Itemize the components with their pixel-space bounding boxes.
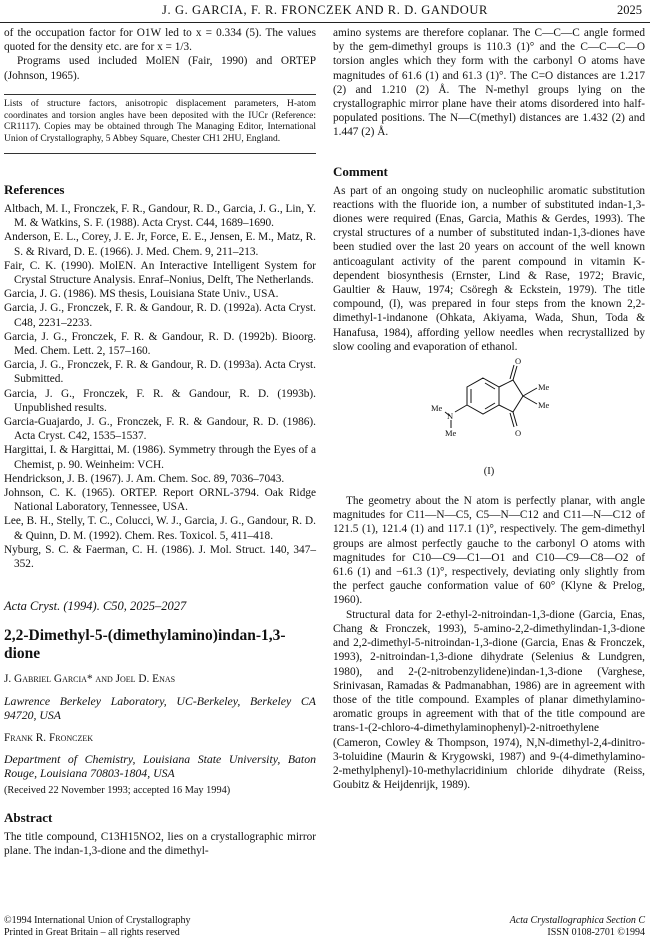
journal-citation: Acta Cryst. (1994). C50, 2025–2027 — [4, 599, 187, 614]
intro-paragraph: of the occupation factor for O1W led to x = 0.334 (5). The values quoted for the density etc. are for x = 1/3. — [4, 27, 316, 54]
divider — [4, 153, 316, 154]
received-dates: (Received 22 November 1993; accepted 16 May 1994) — [4, 784, 231, 796]
deposit-note: Lists of structure factors, anisotropic displacement parameters, H-atom coordinates and torsion angles have been deposited with the IUCr (Reference: CR1117). Copies may be obtained through The Managing Editor, International Union of Crystallography, 5 Abbey Square, Chester CH1 2HU, England. — [4, 98, 316, 145]
header-authors: J. G. GARCIA, F. R. FRONCZEK AND R. D. GANDOUR — [162, 3, 488, 17]
indandione-structure — [433, 354, 573, 462]
figure-caption: (I) — [483, 466, 495, 478]
reference-item: Hendrickson, J. B. (1967). J. Am. Chem. Soc. 89, 7036–7043. — [4, 472, 285, 485]
authors-line: Frank R. Fronczek — [4, 731, 94, 744]
issn-line: ISSN 0108-2701 ©1994 — [547, 927, 645, 938]
reference-item: Lee, B. H., Stelly, T. C., Colucci, W. J., Garcia, J. G., Gandour, R. D. & Quinn, D. M. (1992). Chem. Res. Toxicol. 5, 411–418. — [4, 515, 316, 542]
geometry-paragraph: The geometry about the N atom is perfectly planar, with angle magnitudes for C11—N—C5, C5—N—C12 and C11—N—C12 of 121.5 (1), 121.4 (1) and 117.1 (1)°, respectively. The gem-dimethyl groups are almost perfectly gauche to the carbonyl O atoms with magnitudes for C10—C9—C1—O1 and C10—C9—C8—O2 of 61.6 (1) and −61.3 (1)°, respectively, deviating only slightly from the perfect gauche conformation value of 60° (Klyne & Prelog, 1960). — [333, 495, 645, 607]
running-header — [0, 0, 650, 23]
programs-paragraph: Programs used included MolEN (Fair, 1990) and ORTEP (Johnson, 1965). — [4, 55, 316, 82]
reference-list — [4, 202, 316, 571]
comment-paragraph: As part of an ongoing study on nucleophilic aromatic substitution reactions with the fluoride ion, a number of substituted indan-1,3-diones were required (Enas, Garcia, Mathis & Gerdes, 1993). The crystal structures of a number of substituted indan-1,3-diones have been studied over the last 20 years on account of the well known anticoagulant activity of the parent compound in vitamin K-dependent biosynthesis (Ernster, Lind & Rase, 1972; Bravic, Gaultier & Hauw, 1974; Csöregh & Eckstein, 1979). The title compound, (I), was prepared in four steps from the known 2,2-dimethyl-1-indanone (Ohkata, Akiyama, Wada, Shun, Toda & Hanafusa, 1984), affording yellow needles when recrystallized by slow cooling and evaporation of ethanol. — [333, 184, 645, 353]
methyl-label: Me — [445, 428, 457, 439]
footer-left — [4, 915, 316, 939]
printed-line: Printed in Great Britain – all rights reserved — [4, 927, 180, 938]
carbonyl-oxygen-label: O — [515, 356, 522, 367]
affiliation: Department of Chemistry, Louisiana State University, Baton Rouge, Louisiana 70803-1804, USA — [4, 751, 316, 780]
methyl-label: Me — [538, 382, 550, 393]
authors-line: J. Gabriel Garcia* and Joel D. Enas — [4, 673, 176, 686]
methyl-label: Me — [538, 400, 550, 411]
reference-item: Nyburg, S. C. & Faerman, C. H. (1986). J. Mol. Struct. 140, 347–352. — [4, 543, 316, 571]
reference-item: Anderson, E. L., Corey, J. E. Jr, Force, E. E., Jensen, E. M., Matz, R. S. & Rivard, D. E. (1966). J. Med. Chem. 9, 211–213. — [4, 231, 316, 258]
affiliation: Lawrence Berkeley Laboratory, UC-Berkeley, Berkeley CA 94720, USA — [4, 693, 316, 722]
reference-item: Garcia, J. G., Fronczek, F. R. & Gandour, R. D. (1992b). Bioorg. Med. Chem. Lett. 2, 157–160. — [4, 330, 316, 358]
page-number: 2025 — [617, 3, 642, 17]
carbonyl-oxygen-label: O — [515, 428, 522, 439]
reference-item: Garcia, J. G., Fronczek, F. R. & Gandour, R. D. (1993a). Acta Cryst. Submitted. — [4, 359, 316, 386]
methyl-label: Me — [431, 403, 443, 414]
nitrogen-label: N — [447, 411, 454, 422]
reference-item: Garcia-Guajardo, J. G., Fronczek, F. R. & Gandour, R. D. (1986). Acta Cryst. C42, 1535–1537. — [4, 416, 316, 443]
comment-heading: Comment — [333, 163, 388, 179]
reference-item: Garcia, J. G. (1986). MS thesis, Louisiana State Univ., USA. — [4, 288, 279, 301]
reference-item: Hargittai, I. & Hargittai, M. (1986). Symmetry through the Eyes of a Chemist, p. 90. Weinheim: VCH. — [4, 444, 316, 471]
chemical-structure-figure — [333, 354, 645, 484]
abstract-continued: amino systems are therefore coplanar. The C—C—C angle formed by the gem-dimethyl groups is 110.3 (1)° and the C—C—C—O torsion angles which they form with the carbonyl O atoms have magnitudes of 61.6 (1) and 61.3 (1)°. The C=O distances are 1.217 (2) and 1.210 (2) Å. The N-methyl groups lying on the crystallographic mirror plane have their atoms disordered into half-populated positions. The N—C(methyl) distances are 1.432 (2) and 1.447 (2) Å. — [333, 27, 645, 139]
abstract-text: The title compound, C13H15NO2, lies on a crystallographic mirror plane. The indan-1,3-dione and the dimethyl- — [4, 831, 316, 858]
footer-right — [333, 915, 645, 939]
reference-item: Fair, C. K. (1990). MolEN. An Interactive Intelligent System for Crystal Structure Analysis. Enraf–Nonius, Delft, The Netherlands. — [4, 259, 316, 287]
right-column — [333, 26, 645, 792]
divider — [4, 94, 316, 95]
left-column — [4, 26, 316, 859]
reference-item: Johnson, C. K. (1965). ORTEP. Report ORNL-3794. Oak Ridge National Laboratory, Tennessee, USA. — [4, 487, 316, 514]
journal-section: Acta Crystallographica Section C — [509, 915, 645, 926]
abstract-heading: Abstract — [4, 810, 53, 826]
reference-item: Garcia, J. G., Fronczek, F. R. & Gandour, R. D. (1993b). Unpublished results. — [4, 387, 316, 414]
reference-item: Garcia, J. G., Fronczek, F. R. & Gandour, R. D. (1992a). Acta Cryst. C48, 2231–2233. — [4, 302, 316, 329]
reference-item: Altbach, M. I., Fronczek, F. R., Gandour, R. D., Garcia, J. G., Lin, Y. M. & Watkins, S. F. (1988). Acta Cryst. C44, 1689–1690. — [4, 203, 316, 230]
structural-data-paragraph: Structural data for 2-ethyl-2-nitroindan-1,3-dione (Garcia, Enas, Chang & Fronczek, 1993), 5-amino-2,2-dimethylindan-1,3-dione and 2,2-dimethyl-5-nitroindan-1,3-dione (Garcia, Enas & Fronczek, 1993), 2-nitroindan-1,3-dione dihydrate (Selenius & Lundgren, 1980), and 2-(2-nitrobenzylidene)indan-1,3-dione (Varghese, Srinivasan, Ramadas & Padmanabhan, 1986) are in agreement with those of the title compound. Examples of planar dimethylamino-aromatic groups in agreement with that of the title compound are trans-1-(2-chloro-4-dimethylaminophenyl)-2-nitroethylene (Cameron, Cowley & Thompson, 1974), N,N-dimethyl-2,4-dinitro-3-toluidine (Maurin & Krygowski, 1987) and 9-(4-dimethylamino-2-methylphenyl)-10-methylacridinium chloride dihydrate (Reiss, Goubitz & Heijdenrijk, 1989). — [333, 608, 645, 792]
copyright-line: ©1994 International Union of Crystallography — [4, 915, 191, 926]
article-title: 2,2-Dimethyl-5-(dimethylamino)indan-1,3-dione — [4, 627, 286, 663]
references-heading: References — [4, 182, 65, 197]
